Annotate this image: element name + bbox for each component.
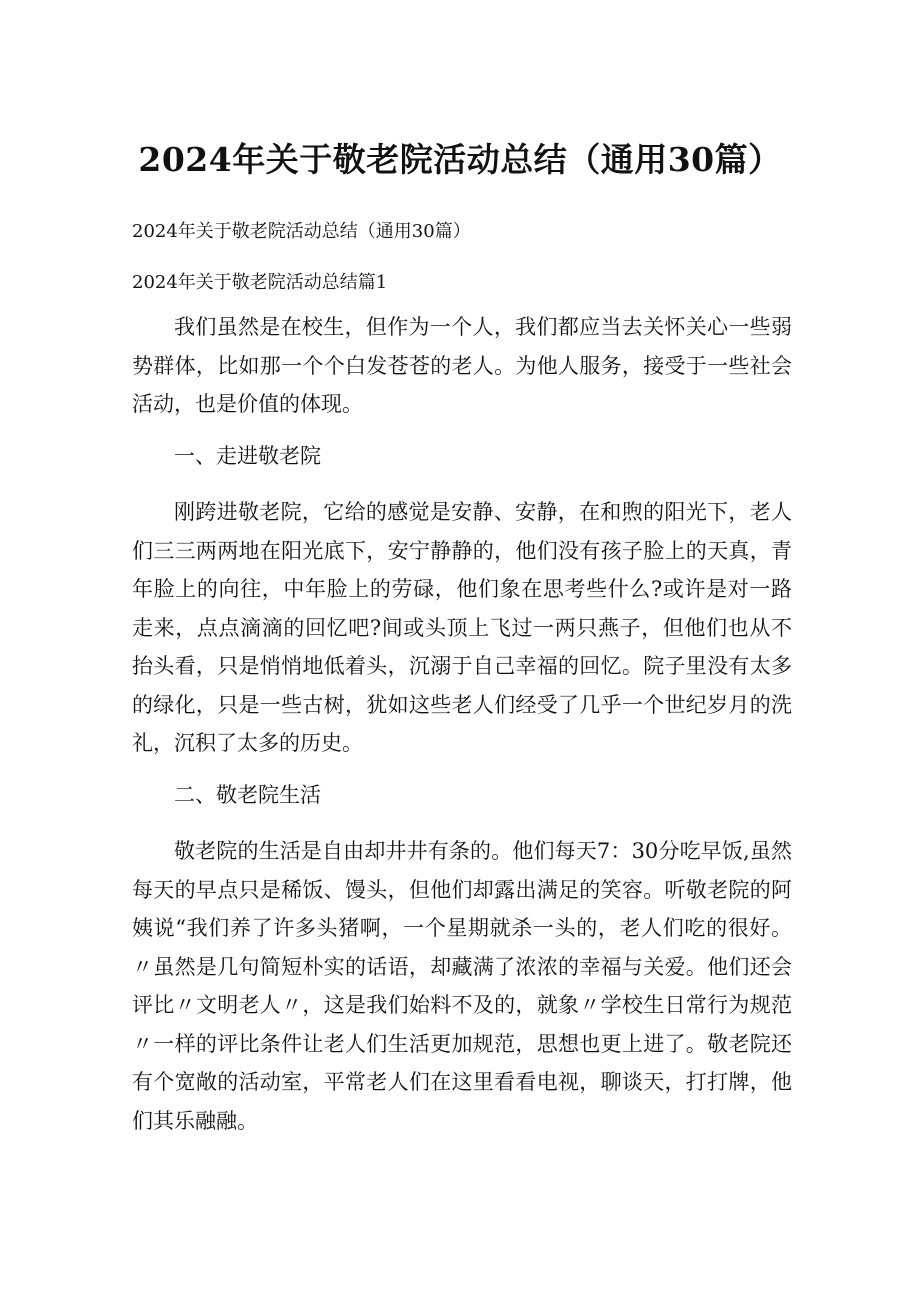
heading-visit: 一、走进敬老院 bbox=[174, 443, 321, 468]
document-title: 2024年关于敬老院活动总结（通用30篇） bbox=[138, 140, 782, 179]
document-subtitle: 2024年关于敬老院活动总结（通用30篇） bbox=[132, 221, 471, 242]
paragraph-visit: 刚跨进敬老院，它给的感觉是安静、安静，在和煦的阳光下，老人们三三两两地在阳光底下，安宁静静的，他们没有孩子脸上的天真，青年脸上的向往，中年脸上的劳碌，他们象在思考些什么?或许是对一路走来，点点滴滴的回忆吧?间或头顶上飞过一两只燕子，但他们也从不抬头看，只是悄悄地低着头，沉溺于自己幸福的回忆。院子里没有太多的绿化，只是一些古树，犹如这些老人们经受了几乎一个世纪岁月的洗礼，沉积了太多的历史。 bbox=[132, 500, 792, 755]
paragraph-life: 敬老院的生活是自由却井井有条的。他们每天7：30分吃早饭,虽然每天的早点只是稀饭、馒头，但他们却露出满足的笑容。听敬老院的阿姨说“我们养了许多头猪啊，一个星期就杀一头的，老人们吃的很好。〃虽然是几句简短朴实的话语，却藏满了浓浓的幸福与关爱。他们还会评比〃文明老人〃，这是我们始料不及的，就象〃学校生日常行为规范〃一样的评比条件让老人们生活更加规范，思想也更上进了。敬老院还有个宽敞的活动室，平常老人们在这里看看电视，聊谈天，打打牌，他们其乐融融。 bbox=[132, 839, 792, 1133]
section-title: 2024年关于敬老院活动总结篇1 bbox=[132, 272, 388, 293]
document-body bbox=[132, 308, 792, 1140]
paragraph-intro: 我们虽然是在校生，但作为一个人，我们都应当去关怀关心一些弱势群体，比如那一个个白发苍苍的老人。为他人服务，接受于一些社会活动，也是价值的体现。 bbox=[132, 315, 792, 416]
heading-life: 二、敬老院生活 bbox=[174, 782, 321, 807]
